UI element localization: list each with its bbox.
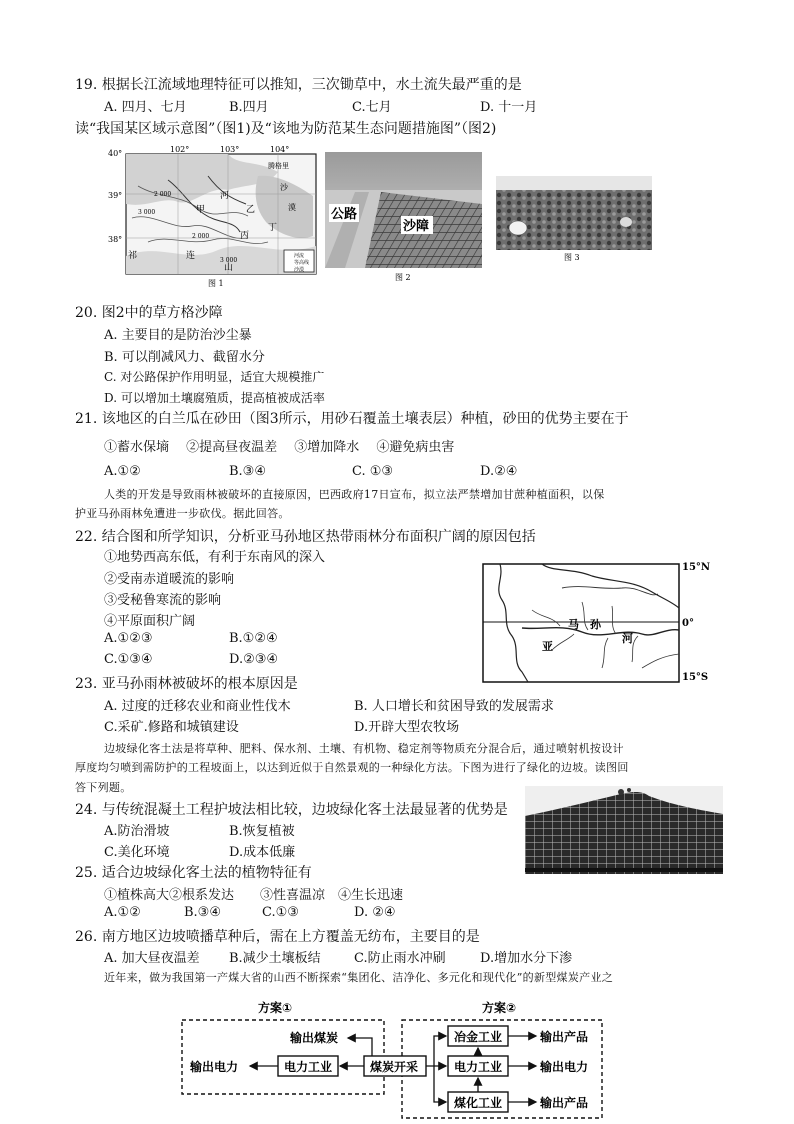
- q20-option-c: C. 对公路保护作用明显，适宜大规模推广: [104, 370, 325, 384]
- q26-option-d: D.增加水分下渗: [480, 951, 573, 966]
- passage-2-line-1: 人类的开发是导致雨林被破坏的直接原因，巴西政府17日宣布，拟立法严禁增加甘蔗种植面积，以保: [104, 488, 605, 501]
- map-label-lian: 连: [186, 251, 196, 261]
- q25-stem: 25. 适合边坡绿化客土法的植物特征有: [75, 865, 312, 881]
- fig2-label-barrier: 沙障: [403, 219, 430, 234]
- map-contour-label: 3 000: [220, 257, 238, 264]
- q23-option-d: D.开辟大型农牧场: [354, 720, 460, 735]
- q23-option-a: A. 过度的迁移农业和商业性伐木: [104, 699, 291, 714]
- map-lon-103: 103°: [220, 146, 240, 154]
- coal-flow-diagram: [176, 998, 608, 1120]
- q22-option-c: C.①③④: [104, 652, 153, 667]
- q19-stem: 19. 根据长江流域地理特征可以推知，三次锄草中，水土流失最严重的是: [75, 77, 522, 93]
- q24-option-d: D.成本低廉: [229, 845, 296, 860]
- amazon-label-sun: 孙: [590, 618, 601, 631]
- q25-option-b: B.③④: [184, 905, 221, 920]
- flow-power-industry-left: 电力工业: [284, 1060, 333, 1074]
- reading-prompt-1: 读“我国某区域示意图”（图1)及“该地为防范某生态问题措施图”（图2): [75, 121, 497, 137]
- q26-option-b: B.减少土壤板结: [229, 951, 321, 966]
- amazon-lat-15n: 15°N: [682, 562, 711, 573]
- amazon-label-ya: 亚: [542, 640, 553, 653]
- figure-3-caption: 图 3: [564, 253, 580, 262]
- q20-option-a: A. 主要目的是防治沙尘暴: [104, 328, 252, 343]
- map-lon-102: 102°: [170, 146, 190, 154]
- q23-option-b: B. 人口增长和贫困导致的发展需求: [354, 699, 554, 714]
- q20-option-d: D. 可以增加土壤腐殖质，提高植被成活率: [104, 391, 325, 405]
- map-label-sha: 沙: [280, 183, 288, 192]
- q22-item-4: ④平原面积广阔: [104, 614, 196, 629]
- map-contour-label: 2 000: [192, 233, 210, 240]
- figure-1-caption: 图 1: [208, 279, 224, 288]
- map-legend-contour: 等高线: [294, 260, 310, 266]
- amazon-lat-15s: 15°S: [682, 672, 709, 683]
- map-lat-40: 40°: [108, 149, 123, 158]
- fig2-label-road: 公路: [331, 207, 358, 222]
- amazon-map: [482, 558, 722, 688]
- q22-item-1: ①地势西高东低，有利于东南风的深入: [104, 550, 326, 565]
- plan-2-title: 方案②: [482, 1001, 517, 1015]
- map-label-jia: 甲: [196, 205, 206, 215]
- passage-4: 近年来，做为我国第一产煤大省的山西不断探索“集团化、洁净化、多元化和现代化”的新型煤炭产业之: [104, 971, 614, 984]
- flow-export-product-2: 输出产品: [540, 1096, 589, 1110]
- flow-export-power-left: 输出电力: [190, 1060, 239, 1074]
- q21-stem: 21. 该地区的白兰瓜在砂田（图3所示，用砂石覆盖土壤表层）种植，砂田的优势主要在于: [75, 411, 629, 427]
- map-label-bing: 丙: [240, 231, 250, 241]
- amazon-lat-0: 0°: [682, 618, 694, 629]
- map-label-shan: 山: [224, 263, 234, 273]
- flow-export-coal: 输出煤炭: [290, 1031, 339, 1045]
- q21-items: ①蓄水保墒 ②提高昼夜温差 ③增加降水 ④避免病虫害: [104, 440, 455, 455]
- slope-photo: [525, 786, 723, 874]
- q21-option-b: B.③④: [229, 464, 266, 479]
- passage-3-line-2: 厚度均匀喷到需防护的工程坡面上，以达到近似于自然景观的一种绿化方法。下图为进行了绿化的边坡。读图回: [75, 761, 629, 774]
- q23-stem: 23. 亚马孙雨林被破坏的根本原因是: [75, 676, 298, 692]
- figure-2-photo: [325, 152, 482, 282]
- q22-item-2: ②受南赤道暖流的影响: [104, 572, 235, 587]
- flow-coal-chemical: 煤化工业: [454, 1096, 503, 1110]
- q26-stem: 26. 南方地区边坡喷播草种后，需在上方覆盖无纺布，主要目的是: [75, 929, 480, 945]
- q19-option-b: B.四月: [229, 100, 269, 115]
- passage-2-line-2: 护亚马孙雨林免遭进一步砍伐。据此回答。: [75, 507, 290, 520]
- q23-option-c: C.采矿.修路和城镇建设: [104, 720, 239, 735]
- map-label-mo: 漠: [288, 203, 296, 212]
- q24-option-c: C.美化环境: [104, 845, 170, 860]
- q26-option-a: A. 加大昼夜温差: [104, 951, 200, 966]
- q24-option-a: A.防治滑坡: [104, 824, 170, 839]
- flow-export-product-1: 输出产品: [540, 1030, 589, 1044]
- figure-2-caption: 图 2: [395, 273, 411, 282]
- q21-option-d: D.②④: [480, 464, 518, 479]
- flow-metallurgy: 冶金工业: [454, 1030, 503, 1044]
- q25-option-a: A.①②: [104, 905, 141, 920]
- map-label-ding: 丁: [268, 223, 278, 233]
- q20-stem: 20. 图2中的草方格沙障: [75, 305, 223, 321]
- map-label-yi: 乙: [246, 205, 256, 215]
- flow-coal-mining: 煤炭开采: [370, 1060, 419, 1074]
- passage-3-line-3: 答下列题。: [75, 781, 132, 794]
- q21-option-a: A.①②: [104, 464, 141, 479]
- map-contour-label: 3 000: [138, 209, 156, 216]
- amazon-label-he: 河: [622, 632, 633, 645]
- map-lon-104: 104°: [270, 146, 290, 154]
- q21-option-c: C. ①③: [352, 464, 394, 479]
- flow-power-industry-right: 电力工业: [454, 1060, 503, 1074]
- q24-option-b: B.恢复植被: [229, 824, 295, 839]
- q25-option-c: C.①③: [262, 905, 299, 920]
- q24-stem: 24. 与传统混凝土工程护坡法相比较，边坡绿化客土法最显著的优势是: [75, 802, 508, 818]
- q22-item-3: ③受秘鲁寒流的影响: [104, 593, 222, 608]
- amazon-label-ma: 马: [568, 618, 579, 631]
- map-label-qi: 祁: [128, 251, 138, 261]
- q19-option-c: C.七月: [352, 100, 392, 115]
- flow-export-power-right: 输出电力: [540, 1060, 589, 1074]
- plan-1-title: 方案①: [258, 1001, 293, 1015]
- map-label-tengger: 腾格里: [268, 162, 289, 170]
- q25-option-d: D. ②④: [354, 905, 396, 920]
- figure-3-photo: [496, 176, 652, 262]
- map-lat-39: 39°: [108, 191, 123, 200]
- figure-1-map: [108, 146, 320, 288]
- q22-stem: 22. 结合图和所学知识，分析亚马孙地区热带雨林分布面积广阔的原因包括: [75, 529, 536, 545]
- map-label-he: 河: [220, 191, 230, 201]
- q25-items: ①植株高大②根系发达 ③性喜温凉 ④生长迅速: [104, 888, 404, 903]
- q22-option-b: B.①②④: [229, 631, 278, 646]
- map-legend-desert: 沙漠: [294, 267, 305, 273]
- passage-3-line-1: 边坡绿化客土法是将草种、肥料、保水剂、土壤、有机物、稳定剂等物质充分混合后，通过喷射机按设计: [104, 742, 624, 755]
- map-contour-label: 2 000: [154, 191, 172, 198]
- q19-option-a: A. 四月、七月: [104, 100, 187, 115]
- q22-option-a: A.①②③: [104, 631, 153, 646]
- q19-option-d: D. 十一月: [480, 100, 538, 115]
- q26-option-c: C.防止雨水冲刷: [354, 951, 446, 966]
- q20-option-b: B. 可以削减风力、截留水分: [104, 350, 265, 365]
- q22-option-d: D.②③④: [229, 652, 279, 667]
- map-legend-river: 河流: [294, 253, 305, 259]
- map-lat-38: 38°: [108, 235, 123, 244]
